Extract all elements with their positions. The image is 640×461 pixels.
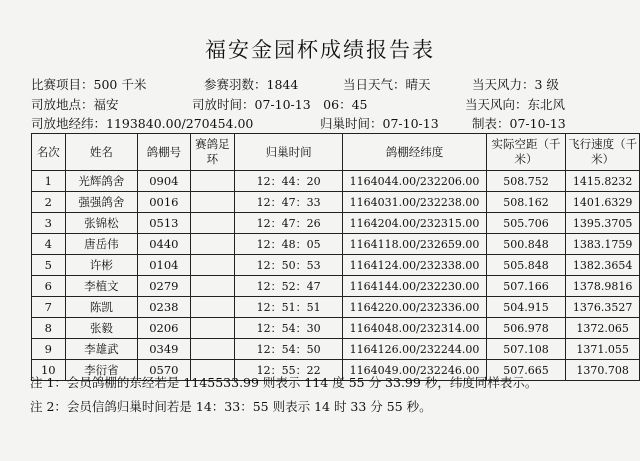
cell-speed: 1376.3527 xyxy=(566,297,640,318)
cell-speed: 1372.065 xyxy=(566,318,640,339)
cell-rank: 8 xyxy=(32,318,66,339)
cell-speed: 1378.9816 xyxy=(566,276,640,297)
cell-speed: 1370.708 xyxy=(566,360,640,381)
cell-loft-coords: 1164204.00/232315.00 xyxy=(343,213,487,234)
cell-distance: 506.978 xyxy=(486,318,565,339)
cell-leg-ring xyxy=(190,192,234,213)
cell-speed: 1395.3705 xyxy=(566,213,640,234)
made-date: 制表：07-10-13 xyxy=(472,116,566,131)
table-header-row xyxy=(32,134,640,171)
cell-leg-ring xyxy=(190,213,234,234)
cell-rank: 9 xyxy=(32,339,66,360)
cell-loft-no: 0206 xyxy=(138,318,191,339)
cell-loft-no: 0904 xyxy=(138,171,191,192)
cell-name: 许彬 xyxy=(65,255,137,276)
cell-speed: 1371.055 xyxy=(566,339,640,360)
cell-speed: 1382.3654 xyxy=(566,255,640,276)
cell-distance: 508.752 xyxy=(486,171,565,192)
cell-leg-ring xyxy=(190,318,234,339)
cell-loft-coords: 1164126.00/232244.00 xyxy=(343,339,487,360)
return-date: 归巢时间：07-10-13 xyxy=(320,116,439,131)
cell-distance: 505.706 xyxy=(486,213,565,234)
cell-loft-no: 0513 xyxy=(138,213,191,234)
cell-name: 张锦松 xyxy=(65,213,137,234)
cell-speed: 1415.8232 xyxy=(566,171,640,192)
cell-loft-coords: 1164124.00/232338.00 xyxy=(343,255,487,276)
cell-return-time: 12：48：05 xyxy=(235,234,343,255)
cell-distance: 504.915 xyxy=(486,297,565,318)
cell-distance: 507.108 xyxy=(486,339,565,360)
cell-rank: 7 xyxy=(32,297,66,318)
race-item: 比赛项目：500 千米 xyxy=(31,77,147,92)
cell-name: 光辉鸽舍 xyxy=(65,171,137,192)
note-1: 注 1：会员鸽棚的东经若是 1145533.99 则表示 114 度 55 分 33.99 秒，纬度同样表示。 xyxy=(30,375,538,390)
cell-name: 李衍省 xyxy=(65,360,137,381)
cell-leg-ring xyxy=(190,255,234,276)
cell-loft-coords: 1164118.00/232659.00 xyxy=(343,234,487,255)
pigeon-count: 参赛羽数：1844 xyxy=(204,77,299,92)
table-row xyxy=(32,276,640,297)
cell-loft-no: 0279 xyxy=(138,276,191,297)
cell-loft-no: 0238 xyxy=(138,297,191,318)
cell-leg-ring xyxy=(190,339,234,360)
cell-speed: 1383.1759 xyxy=(566,234,640,255)
header-leg-ring: 赛鸽足环 xyxy=(190,134,234,171)
cell-loft-coords: 1164044.00/232206.00 xyxy=(343,171,487,192)
cell-loft-no: 0440 xyxy=(138,234,191,255)
cell-loft-no: 0104 xyxy=(138,255,191,276)
table-row xyxy=(32,171,640,192)
note-2: 注 2：会员信鸽归巢时间若是 14：33：55 则表示 14 时 33 分 55 秒。 xyxy=(30,399,432,414)
table-row xyxy=(32,339,640,360)
cell-rank: 2 xyxy=(32,192,66,213)
cell-rank: 5 xyxy=(32,255,66,276)
cell-rank: 3 xyxy=(32,213,66,234)
header-rank: 名次 xyxy=(32,134,66,171)
cell-rank: 6 xyxy=(32,276,66,297)
cell-return-time: 12：44：20 xyxy=(235,171,343,192)
release-coords: 司放地经纬：1193840.00/270454.00 xyxy=(31,116,254,131)
table-row xyxy=(32,192,640,213)
cell-leg-ring xyxy=(190,297,234,318)
wind-direction: 当天风向：东北风 xyxy=(465,97,566,112)
cell-return-time: 12：55：22 xyxy=(235,360,343,381)
cell-return-time: 12：50：53 xyxy=(235,255,343,276)
cell-rank: 1 xyxy=(32,171,66,192)
release-site: 司放地点：福安 xyxy=(31,97,119,112)
cell-distance: 508.162 xyxy=(486,192,565,213)
cell-name: 唐岳伟 xyxy=(65,234,137,255)
cell-loft-coords: 1164031.00/232238.00 xyxy=(343,192,487,213)
cell-return-time: 12：51：51 xyxy=(235,297,343,318)
header-name: 姓名 xyxy=(65,134,137,171)
cell-loft-no: 0016 xyxy=(138,192,191,213)
cell-name: 强强鸽舍 xyxy=(65,192,137,213)
header-speed: 飞行速度（千米） xyxy=(566,134,640,171)
cell-distance: 500.848 xyxy=(486,234,565,255)
cell-name: 李植文 xyxy=(65,276,137,297)
cell-name: 张毅 xyxy=(65,318,137,339)
results-table xyxy=(31,133,640,381)
table-row xyxy=(32,255,640,276)
table-row xyxy=(32,297,640,318)
table-row xyxy=(32,318,640,339)
cell-loft-no: 0570 xyxy=(138,360,191,381)
cell-rank: 10 xyxy=(32,360,66,381)
cell-return-time: 12：47：33 xyxy=(235,192,343,213)
header-distance: 实际空距（千米） xyxy=(486,134,565,171)
cell-loft-coords: 1164049.00/232246.00 xyxy=(343,360,487,381)
cell-return-time: 12：54：50 xyxy=(235,339,343,360)
cell-loft-coords: 1164048.00/232314.00 xyxy=(343,318,487,339)
cell-name: 李雄武 xyxy=(65,339,137,360)
report-title: 福安金园杯成绩报告表 xyxy=(205,38,435,62)
cell-leg-ring xyxy=(190,234,234,255)
wind-force: 当天风力：3 级 xyxy=(472,77,559,92)
cell-leg-ring xyxy=(190,171,234,192)
cell-return-time: 12：54：30 xyxy=(235,318,343,339)
cell-return-time: 12：52：47 xyxy=(235,276,343,297)
cell-name: 陈凯 xyxy=(65,297,137,318)
cell-speed: 1401.6329 xyxy=(566,192,640,213)
cell-loft-coords: 1164144.00/232230.00 xyxy=(343,276,487,297)
cell-distance: 505.848 xyxy=(486,255,565,276)
cell-loft-no: 0349 xyxy=(138,339,191,360)
header-return-time: 归巢时间 xyxy=(235,134,343,171)
header-loft-no: 鸽棚号 xyxy=(138,134,191,171)
cell-distance: 507.166 xyxy=(486,276,565,297)
cell-loft-coords: 1164220.00/232336.00 xyxy=(343,297,487,318)
cell-leg-ring xyxy=(190,276,234,297)
header-loft-coords: 鸽棚经纬度 xyxy=(343,134,487,171)
release-time: 司放时间：07-10-13 06：45 xyxy=(192,97,368,112)
weather: 当日天气：晴天 xyxy=(343,77,431,92)
table-row xyxy=(32,213,640,234)
cell-return-time: 12：47：26 xyxy=(235,213,343,234)
table-row xyxy=(32,234,640,255)
cell-distance: 507.665 xyxy=(486,360,565,381)
cell-rank: 4 xyxy=(32,234,66,255)
